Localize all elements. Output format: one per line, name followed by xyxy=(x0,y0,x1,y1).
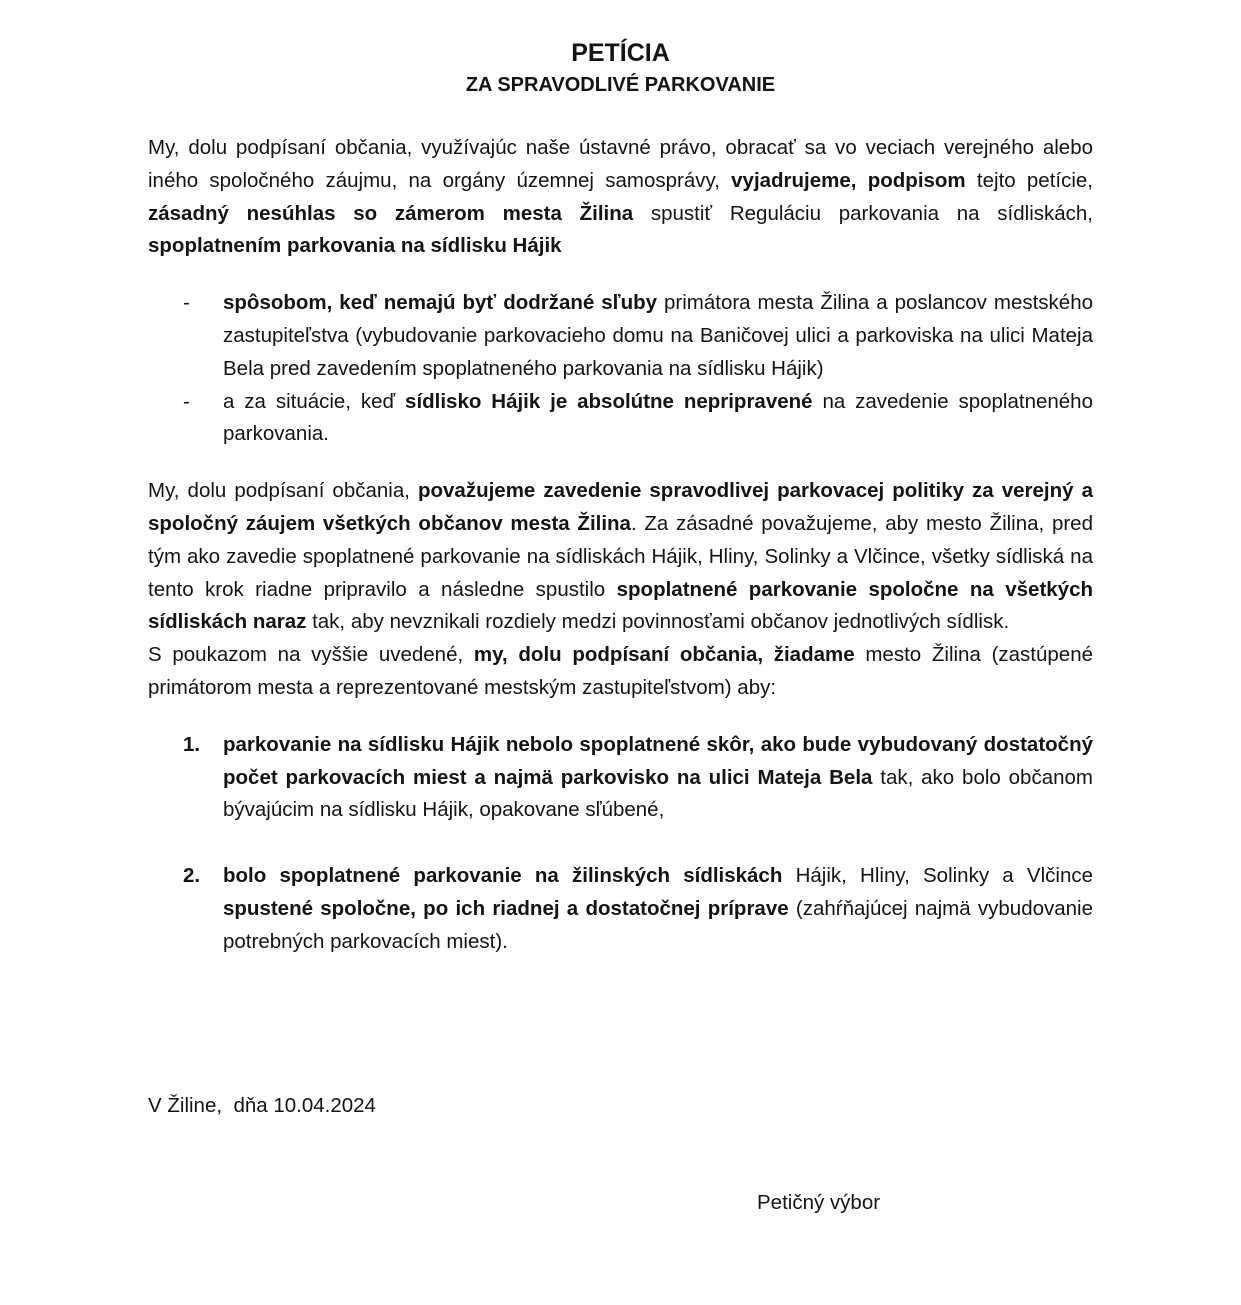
request-paragraph xyxy=(148,639,1093,705)
request-bold: my, dolu podpísaní občania, žiadame xyxy=(473,643,855,667)
demand1-bold: parkovanie na sídlisku Hájik nebolo spoplatnené skôr, ako bude vybudovaný dostatočný počet parkovacích miest a najmä parkovisko na ulici Mateja Bela xyxy=(223,732,1093,789)
demand-number: 2. xyxy=(183,864,201,888)
intro-bold-1: vyjadrujeme, podpisom xyxy=(731,168,966,192)
intro-bold-2: zásadný nesúhlas so zámerom mesta Žilina xyxy=(148,201,634,225)
demand-number: 1. xyxy=(183,732,201,756)
demand2-text-2: (zahŕňajúcej najmä vybudovanie potrebných parkovacích miest). xyxy=(223,896,1093,953)
bullet1-bold: spôsobom, keď nemajú byť dodržané sľuby xyxy=(223,291,658,315)
date-line: V Žiline, dňa 10.04.2024 xyxy=(148,1094,376,1117)
bullet-marker: - xyxy=(183,389,190,413)
policy-text-1: My, dolu podpísaní občania, xyxy=(148,479,418,503)
bullet-item xyxy=(148,287,1093,385)
request-text-1: S poukazom na vyššie uvedené, xyxy=(148,643,474,667)
demand-item-1 xyxy=(148,729,1093,827)
bullet1-text: primátora mesta Žilina a poslancov mestského zastupiteľstva (vybudovanie parkovacieho domu na Baničovej ulici a parkoviska na ulici Mateja Bela pred zavedením spoplatneného parkovania na sídlisku Hájik) xyxy=(223,291,1093,380)
intro-text-3: spustiť Reguláciu parkovania na sídliskách, xyxy=(633,201,1093,225)
petition-document xyxy=(148,36,1093,959)
intro-text-2: tejto petície, xyxy=(965,168,1093,192)
intro-text-1: My, dolu podpísaní občania, využívajúc naše ústavné právo, obracať sa vo veciach verejného alebo iného spoločného záujmu, na orgány územnej samosprávy, xyxy=(148,136,1093,192)
policy-bold-2: spoplatnené parkovanie spoločne na všetkých sídliskách naraz xyxy=(148,577,1094,634)
demand2-text-1: Hájik, Hliny, Solinky a Vlčince xyxy=(782,864,1093,888)
policy-bold-1: považujeme zavedenie spravodlivej parkovacej politiky za verejný a spoločný záujem všetkých občanov mesta Žilina xyxy=(148,479,1093,535)
bullet-marker: - xyxy=(183,291,190,315)
policy-text-3: tak, aby nevznikali rozdiely medzi povinnosťami občanov jednotlivých sídlisk. xyxy=(306,610,1010,634)
bullet-item xyxy=(148,386,1093,452)
demand2-bold-2: spustené spoločne, po ich riadnej a dostatočnej príprave xyxy=(223,896,789,920)
demand2-bold-1: bolo spoplatnené parkovanie na žilinských sídliskách xyxy=(223,864,783,888)
bullet2-bold: sídlisko Hájik je absolútne nepripravené xyxy=(405,389,813,413)
demands-list xyxy=(148,729,1093,959)
bullet2-text-1: a za situácie, keď xyxy=(223,389,406,413)
request-text-2: mesto Žilina (zastúpené primátorom mesta a reprezentované mestským zastupiteľstvom) aby: xyxy=(148,643,1093,699)
intro-paragraph xyxy=(148,132,1093,263)
policy-text-2: . Za zásadné považujeme, aby mesto Žilina, pred tým ako zavedie spoplatnené parkovanie na sídliskách Hájik, Hliny, Solinky a Vlčince, všetky sídliská na tento krok riadne pripravilo a následne spustilo xyxy=(148,511,1093,601)
demand1-text: tak, ako bolo občanom bývajúcim na sídlisku Hájik, opakovane sľúbené, xyxy=(223,765,1093,822)
demand-item-2 xyxy=(148,860,1093,958)
signature-committee: Petičný výbor xyxy=(757,1191,881,1214)
document-title: PETÍCIA xyxy=(571,39,670,67)
policy-paragraph xyxy=(148,475,1093,639)
intro-bold-3: spoplatnením parkovania na sídlisku Hájik xyxy=(148,234,562,258)
bullet2-text-2: na zavedenie spoplatneného parkovania. xyxy=(223,389,1093,446)
document-subtitle: ZA SPRAVODLIVÉ PARKOVANIE xyxy=(465,74,776,96)
bullet-list xyxy=(148,287,1093,451)
